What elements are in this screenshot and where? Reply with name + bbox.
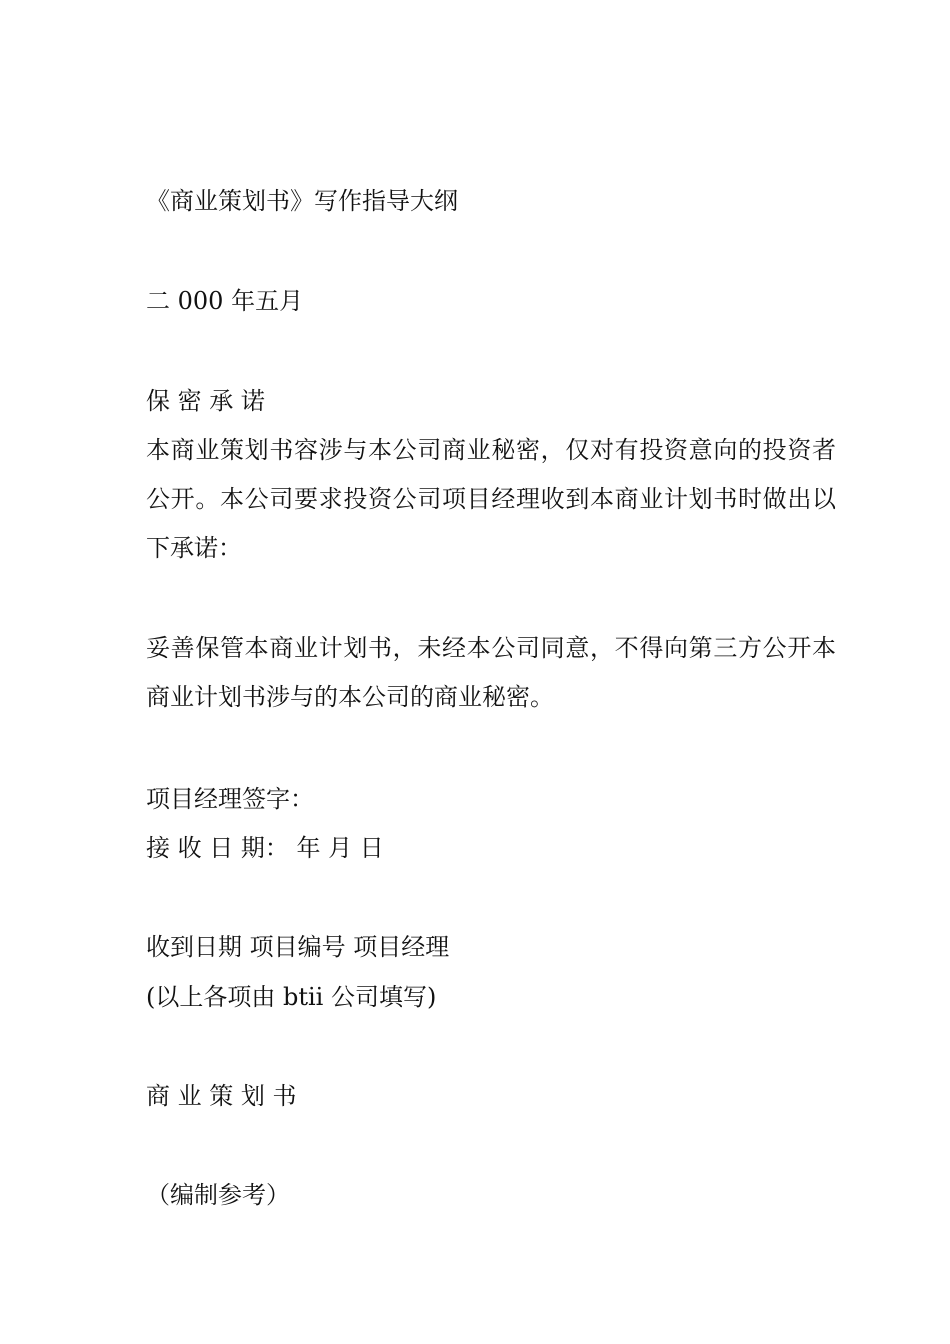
receive-date-label: 接 收 日 期： 年 月 日 <box>146 834 384 862</box>
edition-note: （编制参考） <box>146 1181 290 1209</box>
table-headers: 收到日期 项目编号 项目经理 <box>146 933 450 961</box>
confidentiality-paragraph: 本商业策划书容涉与本公司商业秘密，仅对有投资意向的投资者公开。本公司要求投资公司项目经理收到本商业计划书时做出以下承诺： <box>146 436 836 562</box>
commitment-paragraph: 妥善保管本商业计划书，未经本公司同意，不得向第三方公开本商业计划书涉与的本公司的商业秘密。 <box>146 634 836 711</box>
plan-heading: 商 业 策 划 书 <box>146 1082 297 1110</box>
confidentiality-heading: 保 密 承 诺 <box>146 387 265 415</box>
document-title: 《商业策划书》写作指导大纲 <box>146 187 458 215</box>
fill-note: (以上各项由 btii 公司填写) <box>146 983 437 1011</box>
document-date: 二 000 年五月 <box>146 287 304 315</box>
signature-label: 项目经理签字： <box>146 785 314 813</box>
